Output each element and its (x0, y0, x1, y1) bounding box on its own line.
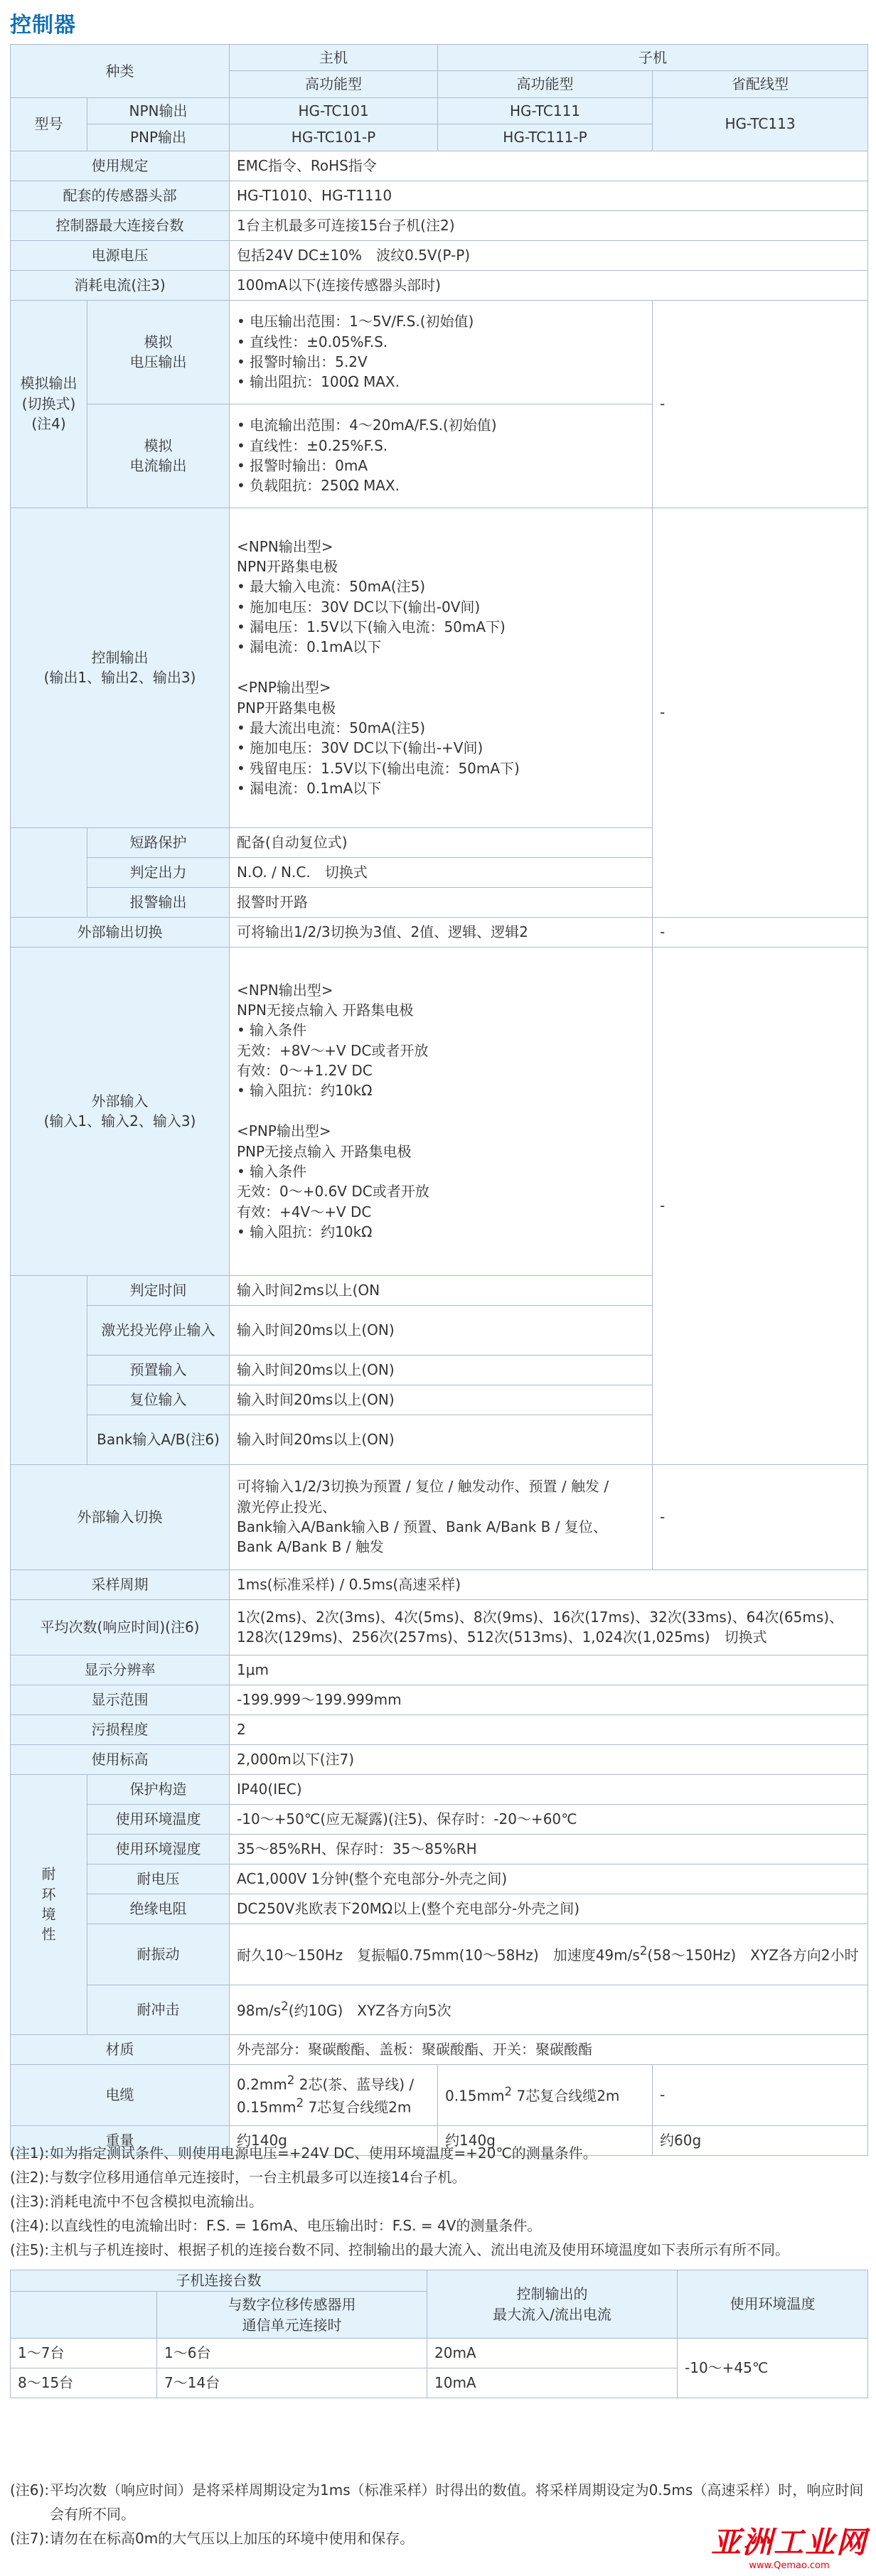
model-main-pnp: HG-TC101-P (230, 124, 438, 151)
max-current-header: 控制输出的 最大流入/流出电流 (427, 2270, 678, 2339)
analog-output-label: 模拟输出 (切换式) (注4) (11, 300, 87, 508)
ambient-humidity-value: 35～85%RH、保存时：35～85%RH (230, 1834, 868, 1864)
ext-input-sub-group (11, 1275, 87, 1464)
note-item: (注2): 与数字位移用通信单元连接时，一台主机最多可以连接14台子机。 (10, 2169, 466, 2186)
analog-voltage-value: • 电压输出范围：1～5V/F.S.(初始值) • 直线性：±0.05%F.S. • 报警时输出：5.2V • 输出阻抗：100Ω MAX. (230, 300, 653, 404)
comm-count-cell: 7～14台 (157, 2368, 427, 2398)
control-sub-saving-value: - (653, 508, 868, 917)
ext-output-switch-label: 外部输出切换 (11, 917, 230, 947)
ext-input-switch-label: 外部输入切换 (11, 1464, 230, 1569)
reset-input-value: 输入时间20ms以上(ON) (230, 1385, 653, 1415)
weight-sub-value: 约140g (438, 2125, 653, 2155)
ext-input-switch-value: 可将输入1/2/3切换为预置 / 复位 / 触发动作、预置 / 触发 / 激光停止投光、 Bank输入A/Bank输入B / 预置、Bank A/Bank B / 复位、 Bank A/Bank B / 触发 (230, 1464, 653, 1569)
sub-count-header: 子机连接台数 (11, 2270, 427, 2292)
shock-label: 耐冲击 (87, 1985, 230, 2034)
withstand-voltage-value: AC1,000V 1分钟(整个充电部分-外壳之间) (230, 1864, 868, 1894)
watermark-logo-text: 亚洲工业网 (711, 2525, 868, 2560)
pnp-output-label: PNP输出 (87, 124, 230, 151)
note-item: (注5): 主机与子机连接时、根据子机的连接台数不同、控制输出的最大流入、流出电流及使用环境温度如下表所示有所不同。 (10, 2241, 789, 2258)
sub-count-cell: 1～7台 (11, 2339, 157, 2368)
note-item: (注4): 以直线性的电流输出时：F.S. = 16mA、电压输出时：F.S. = 4V的测量条件。 (10, 2217, 542, 2234)
ambient-humidity-label: 使用环境湿度 (87, 1834, 230, 1864)
environment-label: 耐 环 境 性 (11, 1774, 87, 2034)
average-count-value: 1次(2ms)、2次(3ms)、4次(5ms)、8次(9ms)、16次(17ms)、32次(33ms)、64次(65ms)、 128次(129ms)、256次(257ms)、512次(513ms)、1,024次(1,025ms) 切换式 (230, 1599, 868, 1655)
bank-input-label: Bank输入A/B(注6) (87, 1415, 230, 1464)
sub-high-function: 高功能型 (438, 71, 653, 97)
row-standard-label: 使用规定 (11, 151, 230, 181)
bank-input-value: 输入时间20ms以上(ON) (230, 1415, 653, 1464)
row-max-connect-value: 1台主机最多可连接15台子机(注2) (230, 210, 868, 240)
weight-main-value: 约140g (230, 2125, 438, 2155)
vibration-value: 耐久10～150Hz 复振幅0.75mm(10～58Hz) 加速度$49m/s^2(58\sim 150Hz)$ XYZ各方向2小时 (230, 1923, 868, 1985)
judge-output-value: N.O. / N.C. 切换式 (230, 857, 653, 887)
control-output-value: <NPN输出型> NPN开路集电极 • 最大输入电流：50mA(注5) • 施加电压：30V DC以下(输出-0V间) • 漏电压：1.5V以下(输入电流：50mA下) • 漏电流：0.1mA以下 <PNP输出型> PNP开路集电极 • 最大流出电流：50mA(注5) • 施加电压：30V DC以下(输出-+V间) • 残留电压：1.5V以下(输出电流：50mA下) • 漏电流：0.1mA以下 (230, 508, 653, 827)
kind-header: 种类 (11, 45, 230, 98)
model-sub-pnp: HG-TC111-P (438, 124, 653, 151)
row-current-value: 100mA以下(连接传感器头部时) (230, 270, 868, 300)
sample-period-label: 采样周期 (11, 1569, 230, 1599)
ext-input-sub-saving-value: - (653, 947, 868, 1464)
pollution-degree-value: 2 (230, 1714, 868, 1744)
ext-output-switch-sub: - (653, 917, 868, 947)
model-main-npn: HG-TC101 (230, 97, 438, 124)
ambient-temp-label: 使用环境温度 (87, 1804, 230, 1834)
cable-label: 电缆 (11, 2064, 230, 2125)
sub-unit-header: 子机 (438, 45, 868, 71)
insulation-value: DC250V兆欧表下20MΩ以上(整个充电部分-外壳之间) (230, 1894, 868, 1923)
main-high-function: 高功能型 (230, 71, 438, 97)
display-range-value: -199.999～199.999mm (230, 1685, 868, 1714)
row-standard-value: EMC指令、RoHS指令 (230, 151, 868, 181)
control-sub-group (11, 827, 87, 917)
control-output-label: 控制输出 (输出1、输出2、输出3) (11, 508, 230, 827)
notes-block-1 (10, 2141, 870, 2262)
ext-input-value: <NPN输出型> NPN无接点输入 开路集电极 • 输入条件 无效：+8V～+V DC或者开放 有效：0～+1.2V DC • 输入阻抗：约10kΩ <PNP输出型> PNP无接点输入 开路集电极 • 输入条件 无效：0～+0.6V DC或者开放 有效：+4V～+V DC • 输入阻抗：约10kΩ (230, 947, 653, 1275)
note-item: (注7): 请勿在在标高0m的大气压以上加压的环境中使用和保存。 (10, 2530, 415, 2547)
preset-input-label: 预置输入 (87, 1355, 230, 1385)
current-cell: 10mA (427, 2368, 678, 2398)
reset-input-label: 复位输入 (87, 1385, 230, 1415)
material-value: 外壳部分：聚碳酸酯、盖板：聚碳酸酯、开关：聚碳酸酯 (230, 2034, 868, 2064)
judge-time-label: 判定时间 (87, 1275, 230, 1305)
display-range-label: 显示范围 (11, 1685, 230, 1714)
weight-label: 重量 (11, 2125, 230, 2155)
note-item: (注1): 如为指定测试条件、则使用电源电压=+24V DC、使用环境温度=+20℃的测量条件。 (10, 2145, 597, 2162)
vibration-label: 耐振动 (87, 1923, 230, 1985)
display-resolution-value: 1μm (230, 1655, 868, 1685)
row-current-label: 消耗电流(注3) (11, 270, 230, 300)
note-item: (注3): 消耗电流中不包含模拟电流输出。 (10, 2193, 263, 2210)
laser-stop-value: 输入时间20ms以上(ON) (230, 1305, 653, 1355)
sample-period-value: 1ms(标准采样) / 0.5ms(高速采样) (230, 1569, 868, 1599)
note-item: (注6): 平均次数（响应时间）是将采样周期设定为1ms（标准采样）时得出的数值。将采样周期设定为0.5ms（高速采样）时，响应时间会有所不同。 (10, 2481, 864, 2523)
alarm-output-value: 报警时开路 (230, 887, 653, 917)
comm-count-cell: 1～6台 (157, 2339, 427, 2368)
withstand-voltage-label: 耐电压 (87, 1864, 230, 1894)
main-unit-header: 主机 (230, 45, 438, 71)
sub-count-blank (11, 2292, 157, 2339)
spec-table (10, 44, 868, 2156)
shock-value: $98m/s^2$(约10G) XYZ各方向5次 (230, 1985, 868, 2034)
row-voltage-label: 电源电压 (11, 240, 230, 270)
protection-value: IP40(IEC) (230, 1774, 868, 1804)
analog-voltage-label: 模拟 电压输出 (87, 300, 230, 404)
watermark-url: www.Qemao.com (749, 2560, 830, 2571)
judge-output-label: 判定出力 (87, 857, 230, 887)
analog-current-label: 模拟 电流输出 (87, 404, 230, 508)
cable-sub-value: $0.15mm^2$ 7芯复合线缆2m (438, 2064, 653, 2125)
row-sensor-head-value: HG-T1010、HG-T1110 (230, 181, 868, 210)
analog-sub-saving-value: - (653, 300, 868, 508)
altitude-value: 2,000m以下(注7) (230, 1744, 868, 1774)
sub-count-cell: 8～15台 (11, 2368, 157, 2398)
site-watermark (711, 2525, 867, 2572)
page-title: 控制器 (10, 13, 76, 38)
preset-input-value: 输入时间20ms以上(ON) (230, 1355, 653, 1385)
model-sub-npn: HG-TC111 (438, 97, 653, 124)
model-label: 型号 (11, 97, 87, 151)
short-protect-value: 配备(自动复位式) (230, 827, 653, 857)
weight-sub-saving-value: 约60g (653, 2125, 868, 2155)
ext-input-label: 外部输入 (输入1、输入2、输入3) (11, 947, 230, 1275)
cable-sub-saving-value: - (653, 2064, 868, 2125)
material-label: 材质 (11, 2034, 230, 2064)
row-sensor-head-label: 配套的传感器头部 (11, 181, 230, 210)
model-sub-saving: HG-TC113 (653, 97, 868, 151)
sub-wire-saving: 省配线型 (653, 71, 868, 97)
row-max-connect-label: 控制器最大连接台数 (11, 210, 230, 240)
npn-output-label: NPN输出 (87, 97, 230, 124)
pollution-degree-label: 污损程度 (11, 1714, 230, 1744)
ext-input-switch-sub: - (653, 1464, 868, 1569)
alarm-output-label: 报警输出 (87, 887, 230, 917)
ambient-temp-header: 使用环境温度 (678, 2270, 868, 2339)
sub-unit-table (10, 2270, 868, 2398)
protection-label: 保护构造 (87, 1774, 230, 1804)
display-resolution-label: 显示分辨率 (11, 1655, 230, 1685)
average-count-label: 平均次数(响应时间)(注6) (11, 1599, 230, 1655)
comm-unit-header: 与数字位移传感器用 通信单元连接时 (157, 2292, 427, 2339)
short-protect-label: 短路保护 (87, 827, 230, 857)
judge-time-value: 输入时间2ms以上(ON (230, 1275, 653, 1305)
ambient-temp-value: -10～+50℃(应无凝露)(注5)、保存时：-20～+60℃ (230, 1804, 868, 1834)
cable-main-value: $0.2mm^2$ 2芯(茶、蓝导线) / $0.15mm^2$ 7芯复合线缆2m (230, 2064, 438, 2125)
ext-output-switch-value: 可将输出1/2/3切换为3值、2值、逻辑、逻辑2 (230, 917, 653, 947)
altitude-label: 使用标高 (11, 1744, 230, 1774)
current-cell: 20mA (427, 2339, 678, 2368)
analog-current-value: • 电流输出范围：4～20mA/F.S.(初始值) • 直线性：±0.25%F.S. • 报警时输出：0mA • 负载阻抗：250Ω MAX. (230, 404, 653, 508)
temp-cell: -10～+45℃ (678, 2339, 868, 2398)
insulation-label: 绝缘电阻 (87, 1894, 230, 1923)
row-voltage-value: 包括24V DC±10% 波纹0.5V(P-P) (230, 240, 868, 270)
laser-stop-label: 激光投光停止输入 (87, 1305, 230, 1355)
